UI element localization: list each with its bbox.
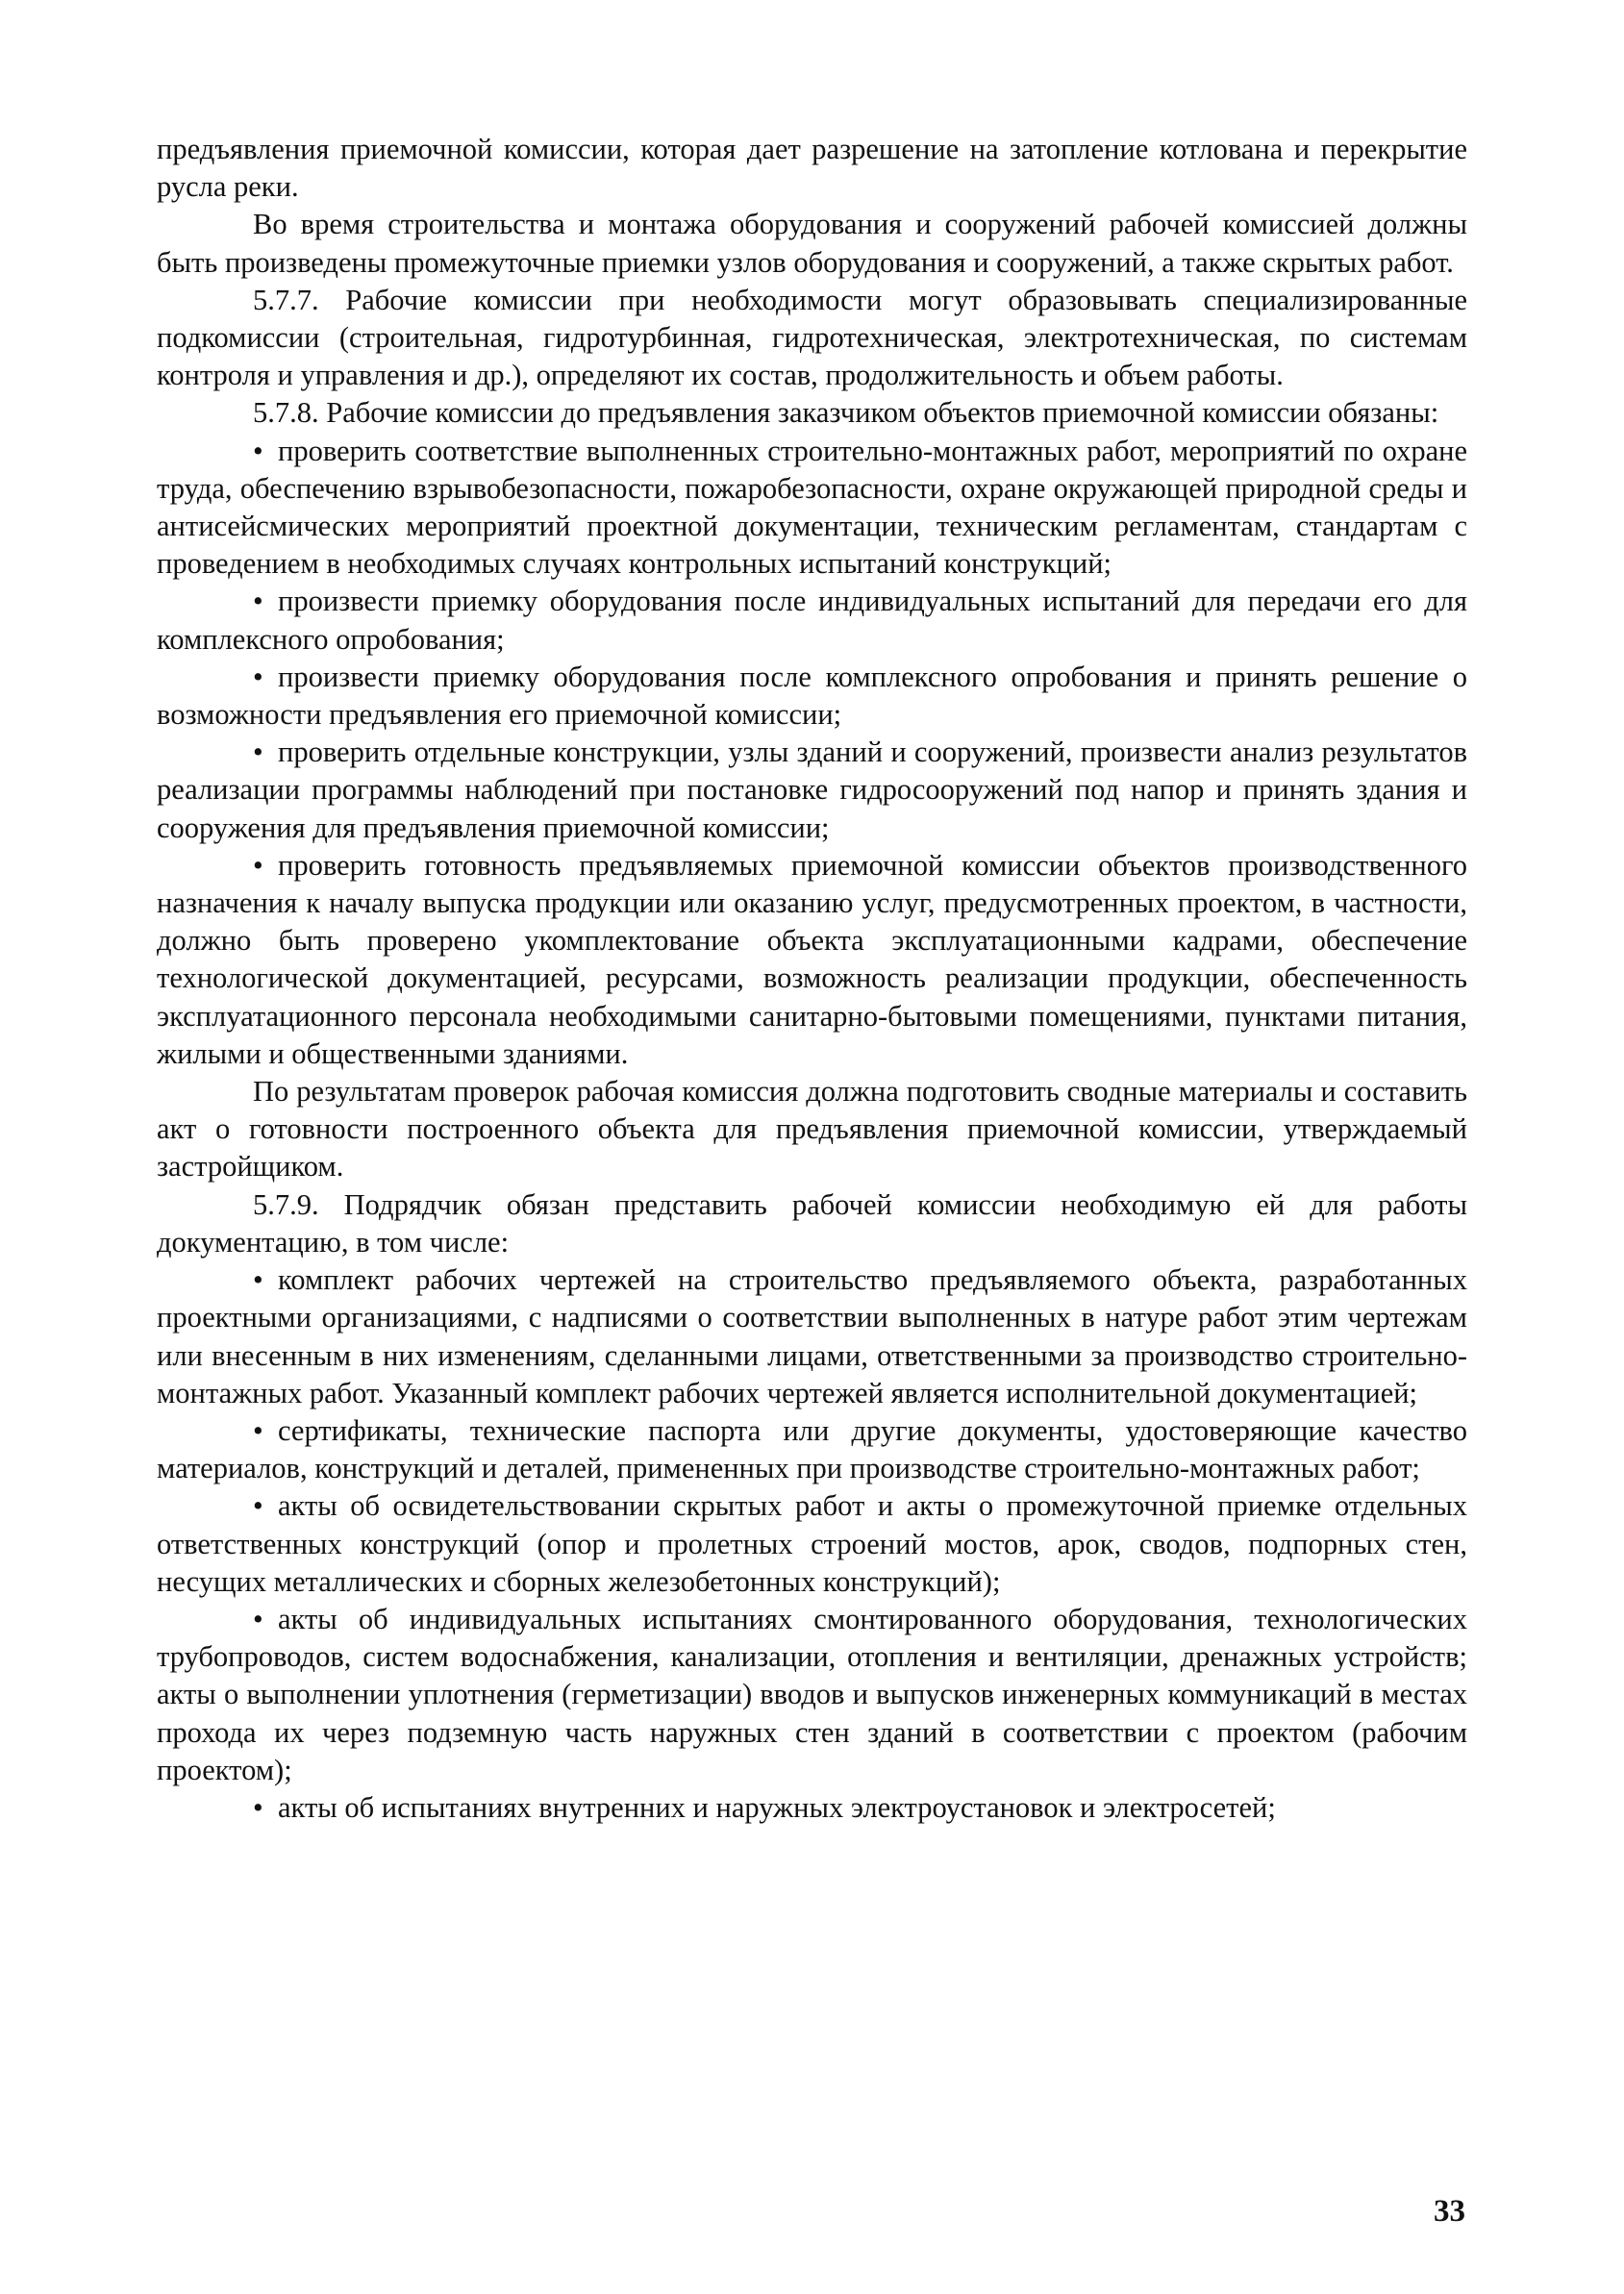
bullet-icon: • [253, 585, 263, 618]
bullet-icon: • [253, 1790, 263, 1824]
paragraph: По результатам проверок рабочая комиссия должна подготовить сводные материалы и составить акт о готовности построенного объекта для предъявления приемочной комиссии, утверждаемый застройщиком. [157, 1075, 1467, 1184]
bullet-item [157, 1601, 1467, 1789]
bullet-item [157, 1261, 1467, 1412]
bullet-item [157, 847, 1467, 1073]
bullet-item [157, 433, 1467, 584]
paragraph: Во время строительства и монтажа оборудования и сооружений рабочей комиссией должны быть произведены промежуточные приемки узлов оборудования и сооружений, а также скрытых работ. [157, 208, 1467, 279]
bullet-text: произвести приемку оборудования после индивидуальных испытаний для передачи его для комплексного опробования; [157, 585, 1467, 656]
paragraph: 5.7.7. Рабочие комиссии при необходимости могут образовывать специализированные подкомиссии (строительная, гидротурбинная, гидротехническая, электротехническая, по системам контроля и управления и др.), определяют их состав, продолжительность и объем работы. [157, 283, 1467, 392]
bullet-icon: • [253, 1413, 263, 1447]
bullet-text: акты об испытаниях внутренних и наружных электроустановок и электросетей; [278, 1790, 1276, 1824]
bullet-item [157, 1487, 1467, 1601]
bullet-icon: • [253, 660, 263, 693]
bullet-text: акты об индивидуальных испытаниях смонтированного оборудования, технологических трубопроводов, систем водоснабжения, канализации, отопления и вентиляции, дренажных устройств; акты о выполнении уплотнения (герметизации) вводов и выпусков инженерных коммуникаций в местах прохода их через подземную часть наружных стен зданий в соответствии с проектом (рабочим проектом); [157, 1602, 1467, 1786]
bullet-text: произвести приемку оборудования после комплексного опробования и принять решение о возможности предъявления его приемочной комиссии; [157, 660, 1467, 732]
bullet-item [157, 1789, 1467, 1827]
paragraph: предъявления приемочной комиссии, которая дает разрешение на затопление котлована и перекрытие русла реки. [157, 133, 1467, 204]
bullet-icon: • [253, 434, 263, 467]
bullet-icon: • [253, 848, 263, 882]
paragraph: 5.7.9. Подрядчик обязан представить рабочей комиссии необходимую ей для работы документацию, в том числе: [157, 1187, 1467, 1259]
document-body [157, 131, 1467, 1827]
bullet-icon: • [253, 736, 263, 769]
bullet-icon: • [253, 1263, 263, 1297]
bullet-icon: • [253, 1602, 263, 1635]
bullet-item [157, 583, 1467, 658]
bullet-icon: • [253, 1489, 263, 1523]
bullet-text: проверить готовность предъявляемых приемочной комиссии объектов производственного назначения к началу выпуска продукции или оказанию услуг, предусмотренных проектом, в частности, должно быть проверено укомплектование объекта эксплуатационными кадрами, обеспечение технологической документацией, ресурсами, возможность реализации продукции, обеспеченность эксплуатационного персонала необходимыми санитарно-бытовыми помещениями, пунктами питания, жилыми и общественными зданиями. [157, 848, 1467, 1070]
bullet-text: сертификаты, технические паспорта или другие документы, удостоверяющие качество материалов, конструкций и деталей, примененных при производстве строительно-монтажных работ; [157, 1413, 1467, 1485]
paragraph: 5.7.8. Рабочие комиссии до предъявления заказчиком объектов приемочной комиссии обязаны: [253, 396, 1439, 430]
bullet-text: комплект рабочих чертежей на строительство предъявляемого объекта, разработанных проектными организациями, с надписями о соответствии выполненных в натуре работ этим чертежам или внесенным в них изменениям, сделанными лицами, ответственными за производство строительно-монтажных работ. Указанный комплект рабочих чертежей является исполнительной документацией; [157, 1263, 1467, 1409]
bullet-text: проверить соответствие выполненных строительно-монтажных работ, мероприятий по охране труда, обеспечению взрывобезопасности, пожаробезопасности, охране окружающей природной среды и антисейсмических мероприятий проектной документации, техническим регламентам, стандартам с проведением в необходимых случаях контрольных испытаний конструкций; [157, 434, 1467, 581]
page-number: 33 [1434, 2194, 1465, 2229]
bullet-item [157, 1412, 1467, 1487]
bullet-item [157, 734, 1467, 847]
bullet-text: проверить отдельные конструкции, узлы зданий и сооружений, произвести анализ результатов реализации программы наблюдений при постановке гидросооружений под напор и принять здания и сооружения для предъявления приемочной комиссии; [157, 736, 1467, 844]
bullet-item [157, 659, 1467, 734]
bullet-text: акты об освидетельствовании скрытых работ и акты о промежуточной приемке отдельных ответственных конструкций (опор и пролетных строений мостов, арок, сводов, подпорных стен, несущих металлических и сборных железобетонных конструкций); [157, 1489, 1467, 1598]
